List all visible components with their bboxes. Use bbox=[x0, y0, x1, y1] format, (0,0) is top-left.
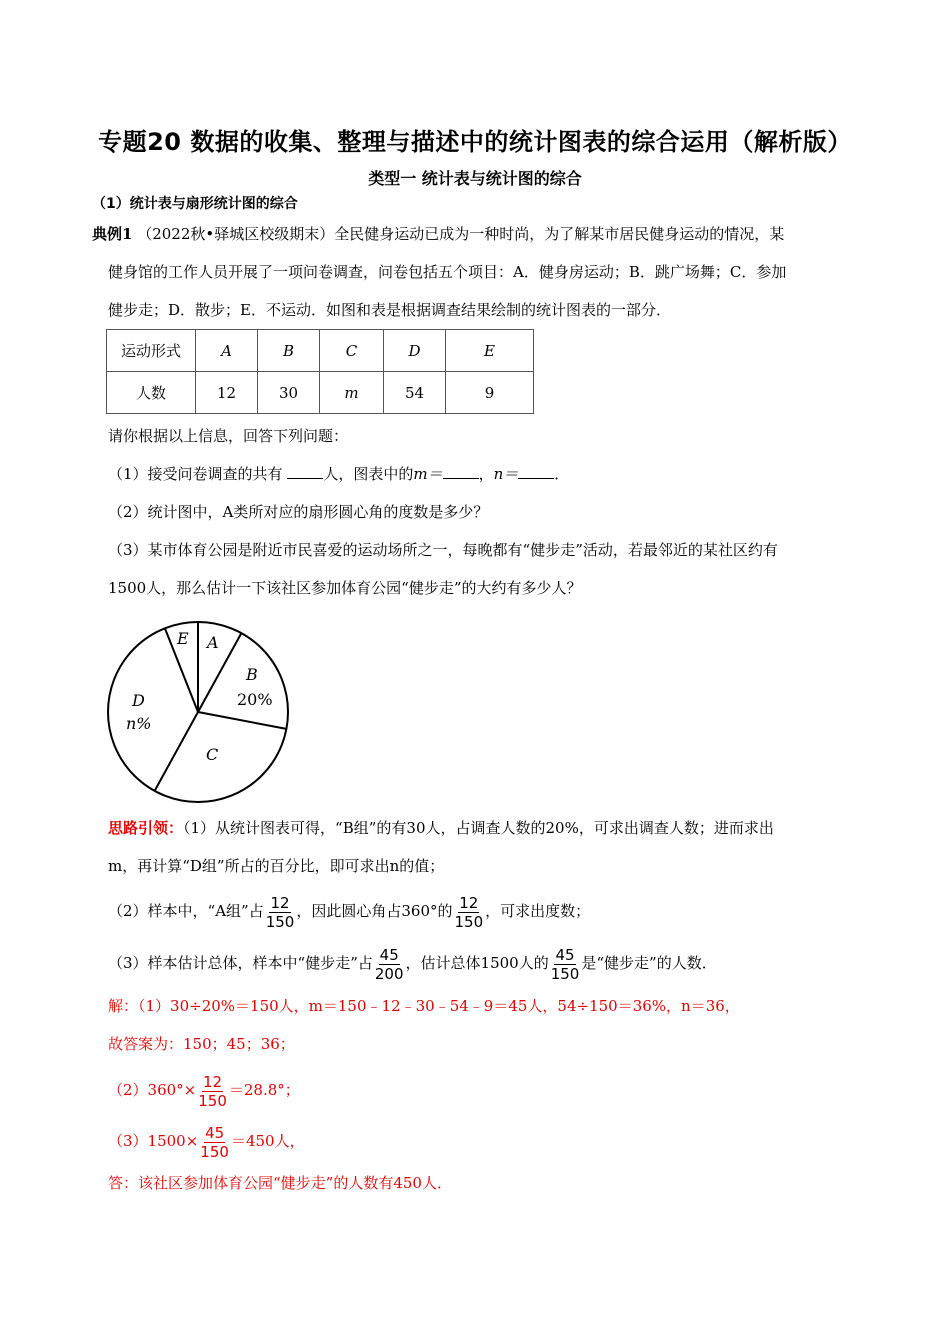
frac-num: 45 bbox=[205, 1123, 225, 1142]
hint-text: ，因此圆心角占360°的 bbox=[296, 902, 453, 920]
section-heading: （1）统计表与扇形统计图的综合 bbox=[92, 196, 298, 212]
frac-den: 150 bbox=[550, 964, 580, 983]
table-row bbox=[107, 372, 534, 414]
example-line-1 bbox=[92, 224, 784, 244]
table-header-row bbox=[107, 330, 534, 372]
hint-line-2: m，再计算“D组”所占的百分比，即可求出n的值； bbox=[108, 857, 445, 875]
type-subtitle: 类型一 统计表与统计图的综合 bbox=[368, 169, 582, 188]
frac-den: 150 bbox=[454, 912, 484, 931]
pie-label-c: C bbox=[206, 745, 219, 764]
hint-line-3 bbox=[108, 891, 590, 931]
pie-label-b: B bbox=[246, 665, 258, 684]
pie-sector-D bbox=[155, 712, 198, 791]
example-text-1: （2022秋•驿城区校级期末）全民健身运动已成为一种时尚，为了解某市居民健身运动的情况，某 bbox=[137, 225, 785, 243]
q1-end: ． bbox=[554, 465, 570, 483]
solution-line-2: 故答案为：150；45；36； bbox=[108, 1035, 295, 1053]
table-cell: E bbox=[446, 330, 534, 372]
solution-text: ＝450人， bbox=[230, 1132, 305, 1150]
frac-den: 150 bbox=[200, 1142, 229, 1161]
fraction-12-150 bbox=[197, 1073, 228, 1110]
frac-den: 150 bbox=[265, 912, 295, 931]
page-title: 专题20 数据的收集、整理与描述中的统计图表的综合运用（解析版） bbox=[98, 128, 852, 156]
frac-num: 12 bbox=[203, 1072, 223, 1091]
q1-text: （1）接受问卷调查的共有 bbox=[108, 465, 283, 483]
question-intro: 请你根据以上信息，回答下列问题： bbox=[108, 427, 349, 445]
hint-label: 思路引领： bbox=[108, 819, 184, 837]
frac-num: 12 bbox=[270, 893, 290, 912]
question-3-line-1: （3）某市体育公园是附近市民喜爱的运动场所之一，每晚都有“健步走”活动，若最邻近的某社区约有 bbox=[108, 541, 778, 559]
pie-label-e: E bbox=[177, 629, 189, 648]
fraction-45-150 bbox=[199, 1124, 230, 1161]
frac-num: 45 bbox=[555, 945, 575, 964]
table-cell: 人数 bbox=[107, 372, 196, 414]
example-line-3: 健步走；D．散步；E．不运动．如图和表是根据调查结果绘制的统计图表的一部分． bbox=[108, 301, 671, 319]
table-cell: A bbox=[196, 330, 258, 372]
table-cell: B bbox=[258, 330, 320, 372]
frac-den: 150 bbox=[198, 1091, 227, 1110]
pie-label-b-pct: 20% bbox=[237, 690, 273, 709]
data-table bbox=[106, 329, 534, 414]
hint-text: （2）样本中，“A组”占 bbox=[108, 902, 264, 920]
question-1 bbox=[108, 464, 569, 484]
pie-label-a: A bbox=[207, 633, 219, 652]
q1-n: n＝ bbox=[493, 465, 519, 483]
pie-label-d-pct: n% bbox=[126, 714, 152, 733]
answer-blank bbox=[443, 464, 479, 479]
solution-line-3 bbox=[108, 1070, 300, 1110]
pie-sector-C bbox=[198, 712, 286, 729]
question-2: （2）统计图中，A类所对应的扇形圆心角的度数是多少？ bbox=[108, 503, 489, 521]
table-cell: 30 bbox=[258, 372, 320, 414]
solution-line-1: 解：（1）30÷20%＝150人，m＝150﹣12﹣30﹣54﹣9＝45人，54÷150＝36%，n＝36， bbox=[108, 997, 740, 1015]
table-cell: C bbox=[320, 330, 384, 372]
solution-text: （2）360°× bbox=[108, 1081, 197, 1099]
q1-sep: ， bbox=[478, 465, 494, 483]
fraction-12-150 bbox=[454, 894, 485, 931]
pie-sector-B bbox=[198, 633, 241, 712]
solution-text: （3）1500× bbox=[108, 1132, 199, 1150]
hint-text: （3）样本估计总体，样本中“健步走”占 bbox=[108, 954, 373, 972]
fraction-45-150 bbox=[550, 946, 581, 983]
table-cell: m bbox=[320, 372, 384, 414]
frac-num: 45 bbox=[379, 945, 399, 964]
answer-blank bbox=[518, 464, 554, 479]
hint-text: ，估计总体1500人的 bbox=[405, 954, 549, 972]
table-cell: 54 bbox=[384, 372, 446, 414]
solution-text: ＝28.8°； bbox=[228, 1081, 300, 1099]
pie-label-d: D bbox=[132, 691, 145, 710]
hint-text: 是“健步走”的人数． bbox=[581, 954, 717, 972]
fraction-45-200 bbox=[374, 946, 405, 983]
table-cell: D bbox=[384, 330, 446, 372]
answer-blank bbox=[287, 464, 323, 479]
q1-m: m＝ bbox=[413, 465, 443, 483]
frac-den: 200 bbox=[374, 964, 404, 983]
table-cell: 9 bbox=[446, 372, 534, 414]
table-cell: 运动形式 bbox=[107, 330, 196, 372]
solution-line-5: 答：该社区参加体育公园“健步走”的人数有450人． bbox=[108, 1174, 452, 1192]
q1-text-2: 人，图表中的 bbox=[323, 465, 414, 483]
example-label: 典例1 bbox=[92, 225, 133, 243]
frac-num: 12 bbox=[459, 893, 479, 912]
solution-line-4 bbox=[108, 1121, 305, 1161]
hint-line-1 bbox=[108, 818, 774, 838]
fraction-12-150 bbox=[265, 894, 296, 931]
hint-text-1: （1）从统计图表可得，“B组”的有30人，占调查人数的20%，可求出调查人数；进而求出 bbox=[183, 819, 774, 837]
pie-chart bbox=[100, 612, 300, 817]
question-3-line-2: 1500人，那么估计一下该社区参加体育公园“健步走”的大约有多少人？ bbox=[108, 579, 582, 597]
hint-text: ，可求出度数； bbox=[485, 902, 591, 920]
table-cell: 12 bbox=[196, 372, 258, 414]
hint-line-4 bbox=[108, 943, 717, 983]
example-line-2: 健身馆的工作人员开展了一项问卷调查，问卷包括五个项目：A．健身房运动；B．跳广场舞；C．参加 bbox=[108, 263, 787, 281]
